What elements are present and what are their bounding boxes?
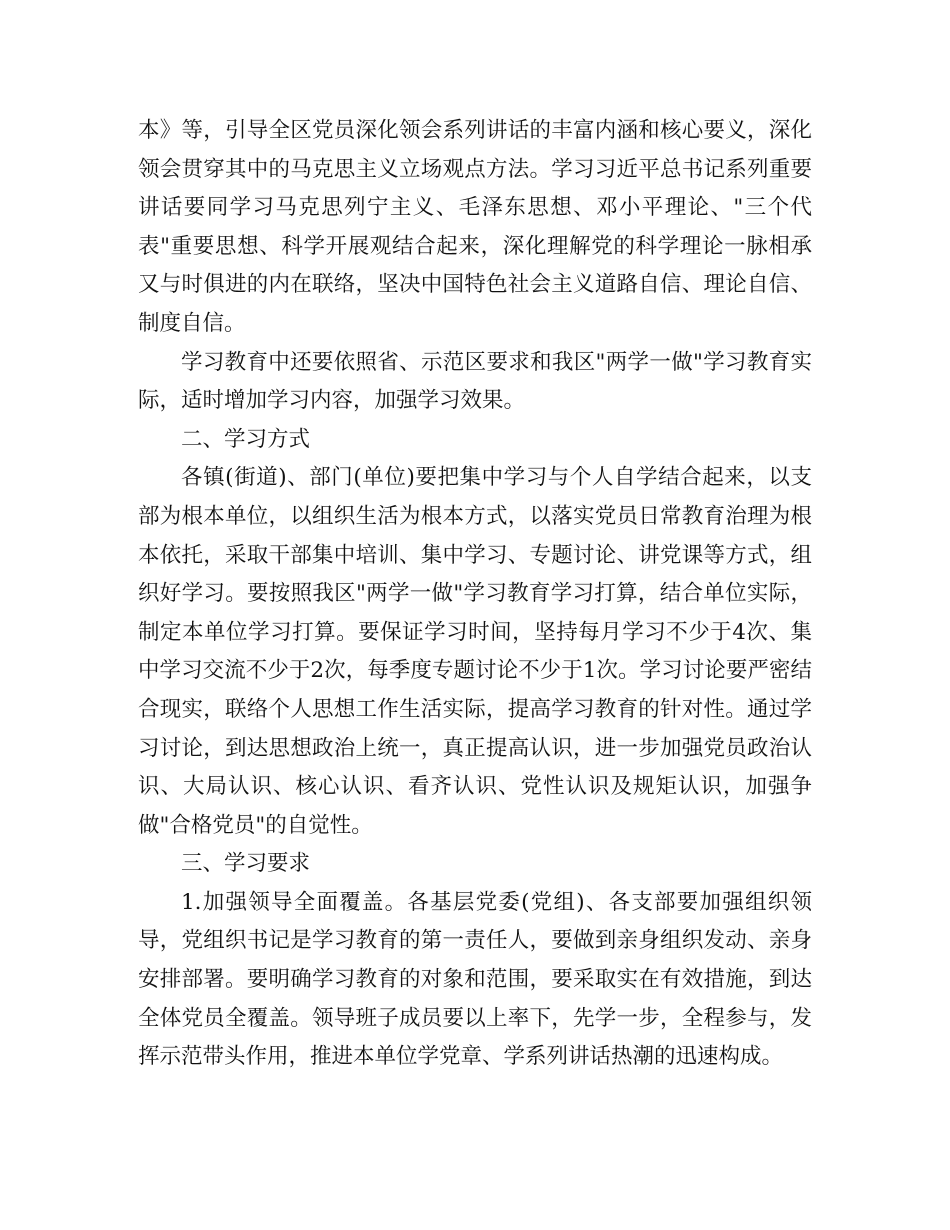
document-page — [138, 112, 812, 1077]
paragraph-continuation: 本》等，引导全区党员深化领会系列讲话的丰富内涵和核心要义，深化领会贯穿其中的马克思主义立场观点方法。学习习近平总书记系列重要讲话要同学习马克思列宁主义、毛泽东思想、邓小平理论、"三个代表"重要思想、科学开展观结合起来，深化理解党的科学理论一脉相承又与时俱进的内在联络，坚决中国特色社会主义道路自信、理论自信、制度自信。 — [138, 118, 812, 336]
section-heading-learning-methods: 二、学习方式 — [181, 426, 311, 452]
paragraph-learning-methods: 各镇(街道)、部门(单位)要把集中学习与个人自学结合起来，以支部为根本单位，以组织生活为根本方式，以落实党员日常教育治理为根本依托，采取干部集中培训、集中学习、专题讨论、讲党课等方式，组织好学习。要按照我区"两学一做"学习教育学习打算，结合单位实际，制定本单位学习打算。要保证学习时间，坚持每月学习不少于4次、集中学习交流不少于2次，每季度专题讨论不少于1次。学习讨论要严密结合现实，联络个人思想工作生活实际，提高学习教育的针对性。通过学习讨论，到达思想政治上统一，真正提高认识，进一步加强党员政治认识、大局认识、核心认识、看齐认识、党性认识及规矩认识，加强争做"合格党员"的自觉性。 — [138, 465, 812, 838]
paragraph-learning-content: 学习教育中还要依照省、示范区要求和我区"两学一做"学习教育实际，适时增加学习内容，加强学习效果。 — [138, 349, 812, 414]
section-heading-learning-requirements: 三、学习要求 — [181, 851, 311, 877]
paragraph-requirement-1: 1.加强领导全面覆盖。各基层党委(党组)、各支部要加强组织领导，党组织书记是学习教育的第一责任人，要做到亲身组织发动、亲身安排部署。要明确学习教育的对象和范围，要采取实在有效措施，到达全体党员全覆盖。领导班子成员要以上率下，先学一步，全程参与，发挥示范带头作用，推进本单位学党章、学系列讲话热潮的迅速构成。 — [138, 889, 812, 1070]
